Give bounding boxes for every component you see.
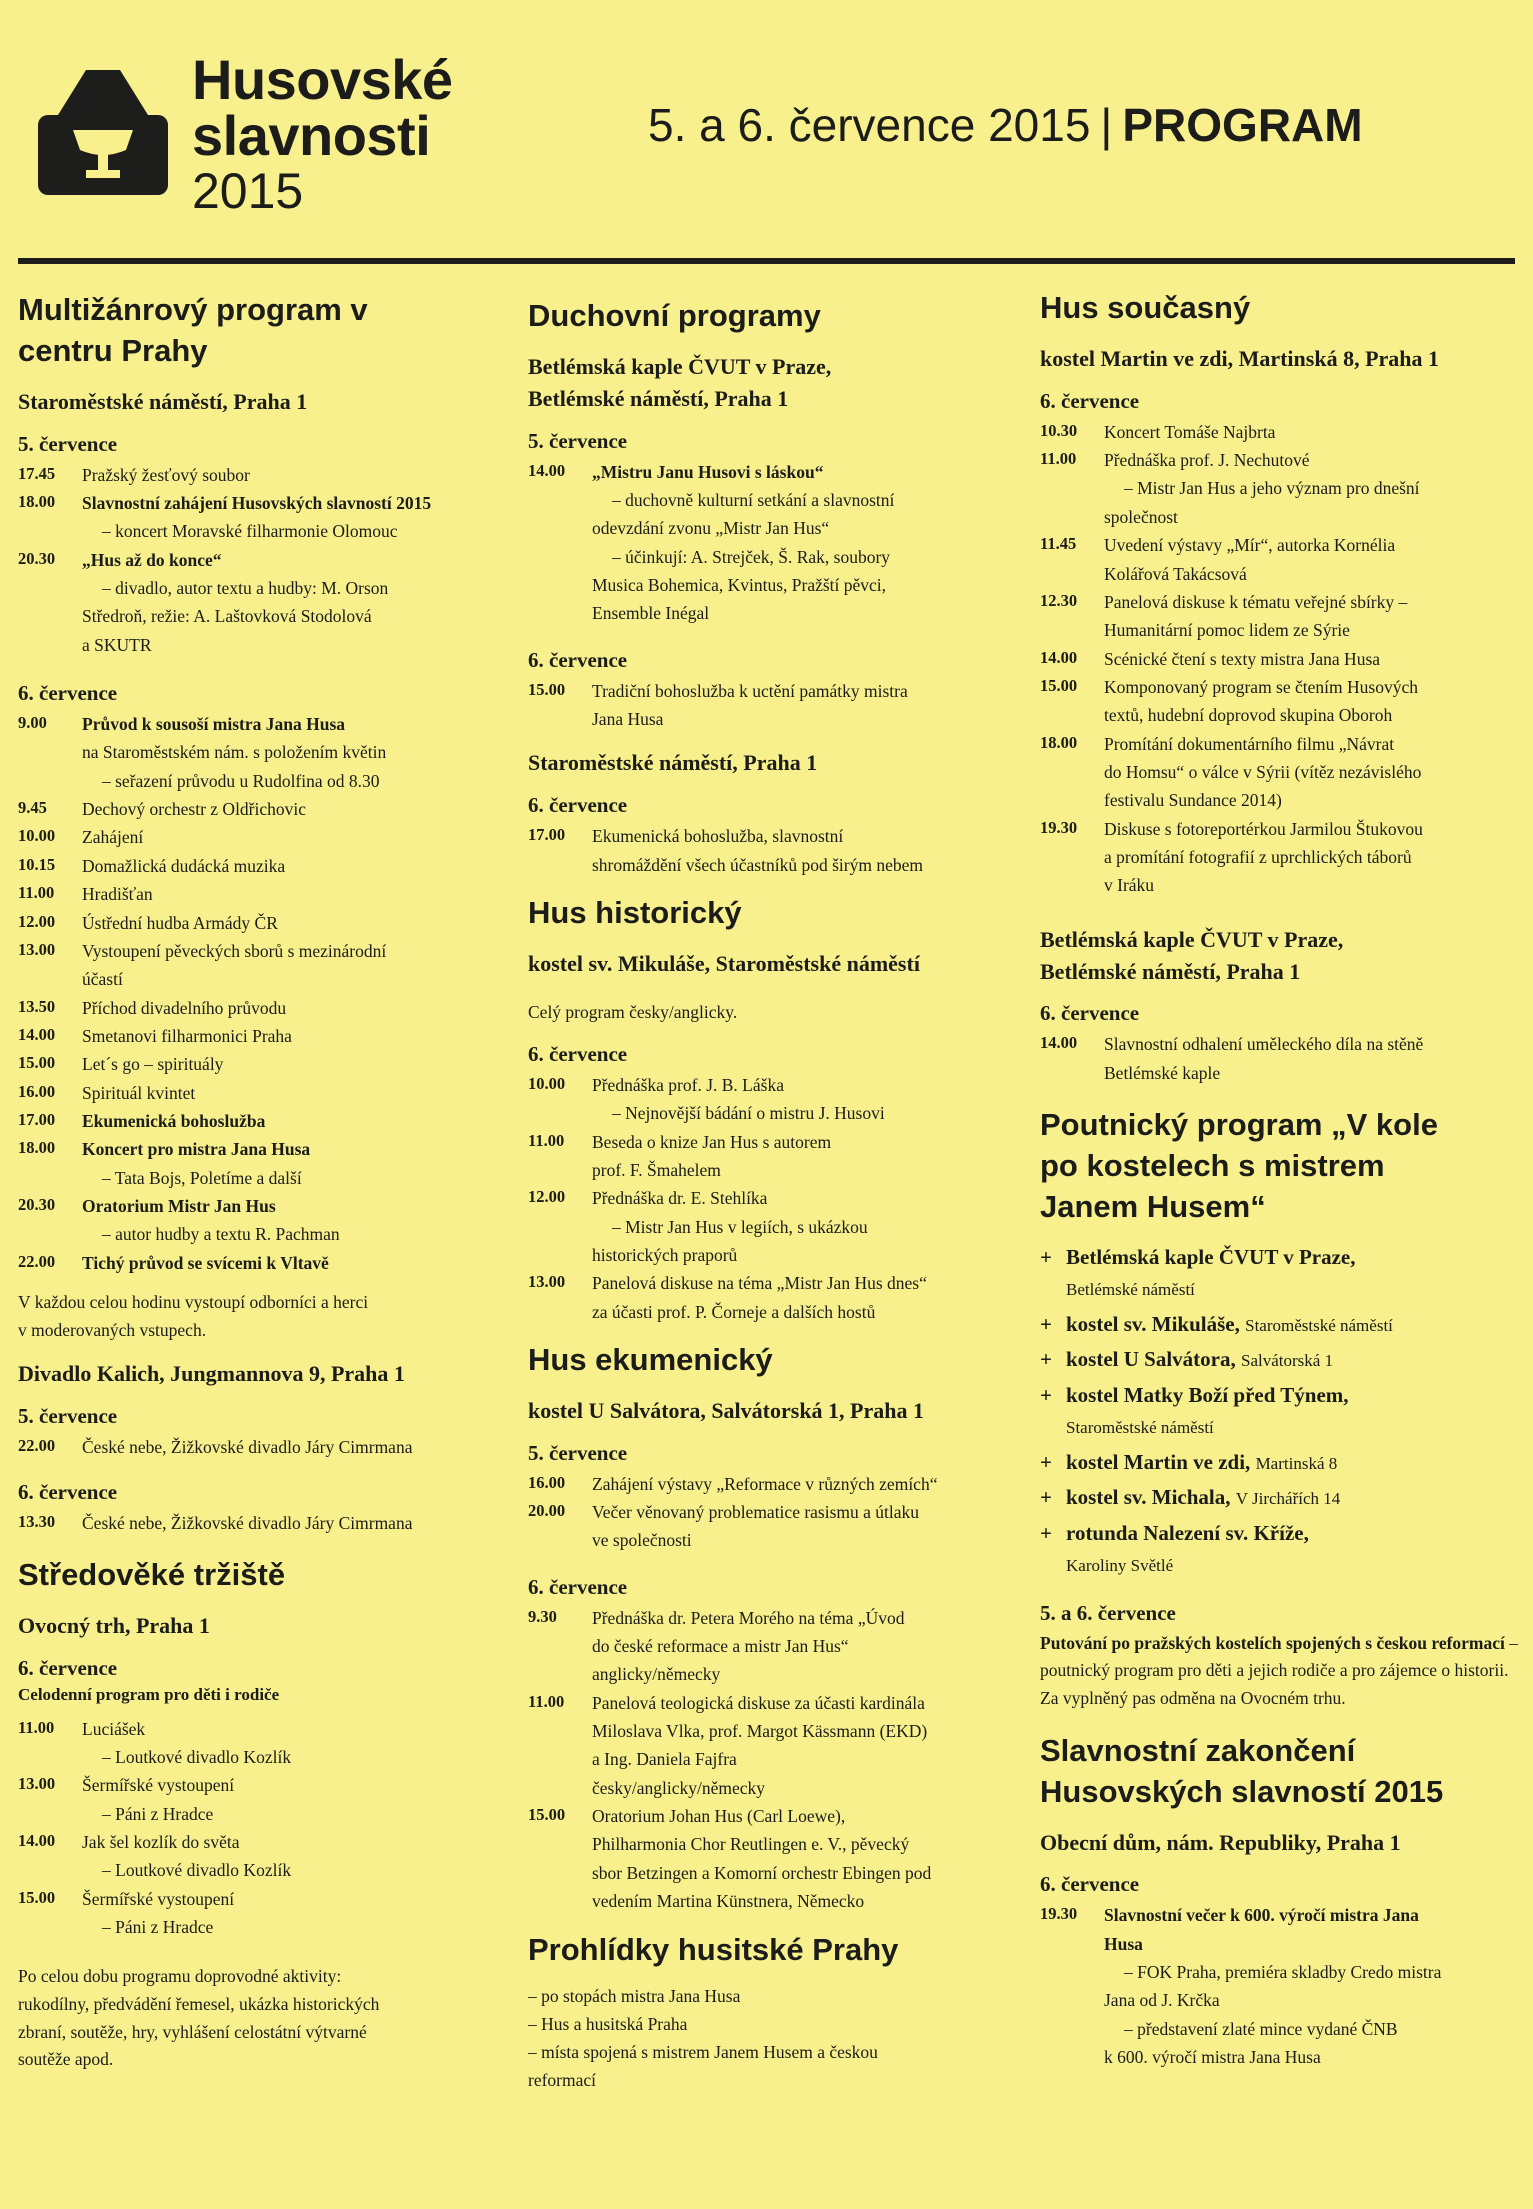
event-detail: česky/anglicky/německy (592, 1777, 765, 1798)
event: Dechový orchestr z Oldřichovic (82, 799, 307, 820)
schedule-row (528, 458, 1018, 628)
venue-ovocny-trh: Ovocný trh, Praha 1 (18, 1612, 210, 1638)
church-address: Staroměstské náměstí (1245, 1315, 1393, 1335)
event: Panelová teologická diskuse za účasti kardinála (592, 1692, 925, 1713)
event-detail: – Loutkové divadlo Kozlík (102, 1860, 292, 1881)
column-1 (18, 290, 508, 2080)
time: 15.00 (18, 1887, 56, 1907)
church-address: Staroměstské náměstí (1066, 1418, 1214, 1438)
schedule-row (18, 795, 508, 823)
schedule-row (18, 1771, 508, 1828)
note-line: zbraní, soutěže, hry, vyhlášení celostátní výtvarné (18, 2021, 367, 2042)
event: Ústřední hudba Armády ČR (82, 912, 278, 933)
day-heading: 5. července (18, 431, 118, 456)
schedule-row (18, 1828, 508, 1885)
column-2 (528, 296, 1018, 2094)
schedule-row (18, 710, 508, 795)
time: 18.00 (1040, 732, 1078, 752)
title-line: Slavnostní zakončení (1040, 1732, 1356, 1768)
time: 14.00 (528, 460, 566, 480)
schedule-row (18, 1433, 508, 1461)
day-heading: 5. července (528, 1440, 628, 1465)
event: Koncert pro mistra Jana Husa (82, 1139, 311, 1160)
event: Vystoupení pěveckých sborů s mezinárodní (82, 940, 387, 961)
event: Slavnostní večer k 600. výročí mistra Jana (1104, 1905, 1419, 1926)
time: 12.00 (18, 911, 56, 931)
tour-item: reformací (528, 2070, 597, 2091)
day-heading: 6. července (18, 681, 118, 706)
church-address: V Jirchářích 14 (1235, 1489, 1341, 1509)
time: 10.15 (18, 854, 56, 874)
time: 11.00 (1040, 449, 1077, 469)
time: 13.00 (18, 939, 56, 959)
venue-sv-mikulase: kostel sv. Mikuláše, Staroměstské náměstí (528, 950, 920, 976)
section-title-hus-ekumenicky: Hus ekumenický (528, 1341, 773, 1377)
event: Scénické čtení s texty mistra Jana Husa (1104, 648, 1381, 669)
time: 15.00 (528, 1805, 566, 1825)
title-line: Husovských slavností 2015 (1040, 1773, 1444, 1809)
event: Šermířské vystoupení (82, 1775, 235, 1796)
event-detail: – Mistr Jan Hus v legiích, s ukázkou (612, 1216, 868, 1237)
headline-dates: 5. a 6. července 2015 (648, 99, 1091, 151)
event: Večer věnovaný problematice rasismu a útlaku (592, 1502, 920, 1523)
title-line: po kostelech s mistrem (1040, 1148, 1385, 1184)
schedule-list (528, 1604, 1018, 1916)
venue-line: Betlémská kaple ČVUT v Praze, (528, 353, 832, 379)
event: Panelová diskuse na téma „Mistr Jan Hus dnes“ (592, 1273, 927, 1294)
note-activities (18, 1963, 508, 2074)
headline-program: PROGRAM (1122, 99, 1363, 151)
event: Pražský žesťový soubor (82, 464, 250, 485)
event-detail: sbor Betzingen a Komorní orchestr Ebingen pod (592, 1862, 932, 1883)
time: 15.00 (1040, 675, 1078, 695)
event: České nebe, Žižkovské divadlo Járy Cimrmana (82, 1512, 413, 1533)
church-name: kostel Matky Boží před Týnem, (1066, 1382, 1349, 1407)
section-title-prohlidky: Prohlídky husitské Prahy (528, 1931, 899, 1967)
day-heading: 6. července (528, 1574, 628, 1599)
event-detail: – seřazení průvodu u Rudolfina od 8.30 (102, 770, 380, 791)
time: 16.00 (528, 1472, 566, 1492)
schedule-row (528, 1802, 1018, 1915)
event-detail: anglicky/německy (592, 1664, 721, 1685)
event: Diskuse s fotoreportérkou Jarmilou Štukovou (1104, 818, 1423, 839)
event-detail: – Páni z Hradce (102, 1803, 214, 1824)
plus-bullet-icon: + (1040, 1311, 1052, 1336)
venue-betlemska-kaple (1040, 924, 1518, 988)
church-list (1040, 1242, 1518, 1581)
schedule-row (18, 1885, 508, 1942)
plus-bullet-icon: + (1040, 1485, 1052, 1510)
venue-line: Betlémská kaple ČVUT v Praze, (1040, 926, 1344, 952)
section-title-poutnicky (1040, 1105, 1518, 1228)
schedule-list (18, 1715, 508, 1942)
event-detail: – autor hudby a textu R. Pachman (102, 1224, 340, 1245)
church-item (1040, 1380, 1518, 1443)
event-detail: historických praporů (592, 1244, 738, 1265)
schedule-row (1040, 815, 1518, 900)
schedule-row (18, 1107, 508, 1135)
day-heading: 5. července (18, 1404, 118, 1429)
event: Let´s go – spirituály (82, 1054, 224, 1075)
event-detail: – Mistr Jan Hus a jeho význam pro dnešní (1124, 478, 1420, 499)
event-detail: Jana Husa (592, 709, 664, 730)
schedule-row (18, 880, 508, 908)
event-detail: do Homsu“ o válce v Sýrii (vítěz nezávislého (1104, 761, 1422, 782)
event: Smetanovi filharmonici Praha (82, 1025, 292, 1046)
event: Průvod k sousoší mistra Jana Husa (82, 714, 346, 735)
time: 20.30 (18, 1194, 56, 1214)
schedule-row (1040, 588, 1518, 645)
tour-item: – místa spojená s mistrem Janem Husem a českou (528, 2042, 878, 2063)
event: Oratorium Johan Hus (Carl Loewe), (592, 1806, 846, 1827)
schedule-list (18, 461, 508, 659)
column-3 (1040, 288, 1518, 2072)
schedule-row (1040, 1030, 1518, 1087)
church-item (1040, 1482, 1518, 1514)
time: 20.30 (18, 548, 56, 568)
schedule-list (528, 1470, 1018, 1555)
event: Šermířské vystoupení (82, 1888, 235, 1909)
day-heading: 6. července (18, 1655, 118, 1680)
schedule-row (528, 1689, 1018, 1802)
schedule-row (1040, 1901, 1518, 2071)
time: 17.45 (18, 463, 56, 483)
note-line: v moderovaných vstupech. (18, 1319, 207, 1340)
note-line: V každou celou hodinu vystoupí odborníci a herci (18, 1291, 369, 1312)
event-detail: ve společnosti (592, 1530, 692, 1551)
hus-chalice-logo-icon (28, 60, 178, 210)
tour-item: – Hus a husitská Praha (528, 2014, 688, 2035)
venue-martin-ve-zdi: kostel Martin ve zdi, Martinská 8, Praha 1 (1040, 345, 1440, 371)
event: Husa (1104, 1933, 1143, 1954)
event: Zahájení (82, 827, 144, 848)
time: 13.50 (18, 996, 56, 1016)
brand-year: 2015 (192, 163, 304, 219)
event-detail: vedením Martina Künstnera, Německo (592, 1891, 865, 1912)
church-name: kostel Martin ve zdi, (1066, 1449, 1251, 1474)
schedule-row (18, 1079, 508, 1107)
time: 14.00 (1040, 647, 1078, 667)
event: Přednáška dr. Petera Morého na téma „Úvod (592, 1607, 905, 1628)
schedule-row (18, 489, 508, 546)
church-address: Karoliny Světlé (1066, 1556, 1174, 1576)
event: Panelová diskuse k tématu veřejné sbírky – (1104, 591, 1408, 612)
time: 9.00 (18, 713, 47, 733)
event: Oratorium Mistr Jan Hus (82, 1195, 276, 1216)
time: 19.30 (1040, 1904, 1078, 1924)
plus-bullet-icon: + (1040, 1347, 1052, 1372)
time: 9.30 (528, 1606, 557, 1626)
section-title-hus-historicky: Hus historický (528, 895, 742, 931)
event: „Hus až do konce“ (82, 549, 222, 570)
event-detail: Kolářová Takácsová (1104, 563, 1247, 584)
day-heading: 6. července (1040, 1872, 1140, 1897)
brand-line-2: slavnosti (192, 104, 431, 167)
event-detail: Philharmonia Chor Reutlingen e. V., pěvecký (592, 1834, 910, 1855)
day-heading: 6. července (18, 1479, 118, 1504)
time: 22.00 (18, 1436, 56, 1456)
event-detail: Miloslava Vlka, prof. Margot Kässmann (EKD) (592, 1721, 928, 1742)
day-heading: 5. července (528, 428, 628, 453)
time: 11.00 (528, 1130, 565, 1150)
day-heading: 6. července (528, 647, 628, 672)
event-detail: účastí (82, 969, 123, 990)
brand-line-1: Husovské (192, 48, 453, 111)
event: Slavnostní zahájení Husovských slavností 2015 (82, 493, 432, 514)
church-item (1040, 1242, 1518, 1305)
event-detail: – účinkují: A. Strejček, Š. Rak, soubory (612, 546, 891, 567)
venue-betlemska-kaple (528, 351, 1018, 415)
plus-bullet-icon: + (1040, 1449, 1052, 1474)
event: České nebe, Žižkovské divadlo Járy Cimrmana (82, 1437, 413, 1458)
time: 11.45 (1040, 534, 1077, 554)
event: Slavnostní odhalení uměleckého díla na stěně (1104, 1034, 1424, 1055)
time: 12.00 (528, 1187, 566, 1207)
header (0, 0, 1533, 262)
venue-line: Betlémské náměstí, Praha 1 (1040, 958, 1301, 984)
time: 10.30 (1040, 420, 1078, 440)
schedule-row (18, 1509, 508, 1537)
venue-staromestske: Staroměstské náměstí, Praha 1 (528, 750, 818, 776)
time: 17.00 (18, 1109, 56, 1129)
event: Luciášek (82, 1718, 146, 1739)
time: 14.00 (1040, 1033, 1078, 1053)
time: 19.30 (1040, 817, 1078, 837)
schedule-row (18, 852, 508, 880)
event-detail: prof. F. Šmahelem (592, 1159, 721, 1180)
venue-u-salvatora: kostel U Salvátora, Salvátorská 1, Praha 1 (528, 1397, 924, 1423)
headline-separator: | (1100, 99, 1113, 151)
schedule-row (18, 1022, 508, 1050)
venue-staromestske: Staroměstské náměstí, Praha 1 (18, 388, 308, 414)
schedule-row (18, 461, 508, 489)
schedule-row (18, 546, 508, 659)
event-detail: – Nejnovější bádání o mistru J. Husovi (612, 1103, 885, 1124)
event: Ekumenická bohoslužba, slavnostní (592, 826, 844, 847)
event: Domažlická dudácká muzika (82, 855, 286, 876)
section-title-trziste: Středověké tržiště (18, 1556, 286, 1592)
time: 11.00 (18, 1717, 55, 1737)
event-detail: textů, hudební doprovod skupina Oboroh (1104, 705, 1393, 726)
event-detail: a Ing. Daniela Fajfra (592, 1749, 737, 1770)
event: „Mistru Janu Husovi s láskou“ (592, 461, 824, 482)
note-line: soutěže apod. (18, 2049, 114, 2070)
schedule-row (18, 1192, 508, 1249)
event: Ekumenická bohoslužba (82, 1110, 266, 1131)
time: 18.00 (18, 492, 56, 512)
time: 13.00 (528, 1272, 566, 1292)
time: 10.00 (18, 826, 56, 846)
schedule-row (18, 909, 508, 937)
note-line: Po celou dobu programu doprovodné aktivity: (18, 1966, 342, 1987)
schedule-row (1040, 673, 1518, 730)
event-detail: – Tata Bojs, Poletíme a další (102, 1167, 302, 1188)
note-hourly (18, 1289, 508, 1344)
brand-title (192, 48, 453, 219)
schedule-list (1040, 418, 1518, 900)
event: Uvedení výstavy „Mír“, autorka Kornélia (1104, 535, 1396, 556)
event: Promítání dokumentárního filmu „Návrat (1104, 733, 1395, 754)
time: 15.00 (18, 1053, 56, 1073)
section-title-zakonceni (1040, 1731, 1518, 1813)
schedule-row (528, 1071, 1018, 1128)
event: Spirituál kvintet (82, 1082, 196, 1103)
church-item (1040, 1344, 1518, 1376)
time: 17.00 (528, 825, 566, 845)
schedule-row (528, 1128, 1018, 1185)
time: 11.00 (528, 1691, 565, 1711)
time: 12.30 (1040, 590, 1078, 610)
venue-line: Betlémské náměstí, Praha 1 (528, 385, 789, 411)
time: 11.00 (18, 883, 55, 903)
schedule-row (528, 1269, 1018, 1326)
note-text: – poutnický program pro děti a jejich rodiče a pro zájemce o historii. Za vyplněný pas odměna na Ovocném trhu. (1040, 1632, 1519, 1709)
event-detail: Betlémské kaple (1104, 1062, 1221, 1083)
time: 16.00 (18, 1081, 56, 1101)
schedule-row (18, 1249, 508, 1277)
event-detail: Středroň, režie: A. Laštovková Stodolová (82, 606, 372, 627)
day-heading: 6. července (1040, 1001, 1140, 1026)
schedule-list (528, 1071, 1018, 1326)
plus-bullet-icon: + (1040, 1520, 1052, 1545)
time: 18.00 (18, 1138, 56, 1158)
event-detail: – FOK Praha, premiéra skladby Credo mistra (1124, 1962, 1442, 1983)
event: Přednáška prof. J. Nechutové (1104, 450, 1310, 471)
event: Přednáška prof. J. B. Láška (592, 1074, 784, 1095)
tours-list (528, 1982, 1018, 2094)
schedule-row (18, 1715, 508, 1772)
section-title-multizanrovy: Multižánrový program v centru Prahy (18, 292, 368, 368)
schedule-row (528, 1470, 1018, 1498)
schedule-row (528, 822, 1018, 879)
schedule-row (528, 677, 1018, 734)
event-detail: Jana od J. Krčka (1104, 1990, 1220, 2011)
schedule-row (528, 1498, 1018, 1555)
event-detail: odevzdání zvonu „Mistr Jan Hus“ (592, 518, 830, 539)
event-detail: – duchovně kulturní setkání a slavnostní (612, 490, 895, 511)
note-line: rukodílny, předvádění řemesel, ukázka historických (18, 1994, 380, 2015)
church-address: Salvátorská 1 (1241, 1351, 1334, 1371)
event: Přednáška dr. E. Stehlíka (592, 1188, 768, 1209)
schedule-row (18, 823, 508, 851)
event-detail: festivalu Sundance 2014) (1104, 790, 1282, 811)
time: 14.00 (18, 1831, 56, 1851)
event-detail: – divadlo, autor textu a hudby: M. Orson (102, 578, 389, 599)
plus-bullet-icon: + (1040, 1244, 1052, 1269)
section-title-duchovni: Duchovní programy (528, 298, 821, 333)
event-detail: – Loutkové divadlo Kozlík (102, 1746, 292, 1767)
event-detail: v Iráku (1104, 875, 1155, 896)
event-detail: – koncert Moravské filharmonie Olomouc (102, 521, 398, 542)
day-heading: 6. července (1040, 388, 1140, 413)
header-divider (18, 258, 1515, 264)
schedule-row (528, 1604, 1018, 1689)
section-title-hus-soucasny: Hus současný (1040, 290, 1251, 325)
church-item (1040, 1447, 1518, 1479)
pilgrimage-note (1040, 1630, 1518, 1713)
event-detail: Musica Bohemica, Kvintus, Pražští pěvci, (592, 575, 887, 596)
church-item (1040, 1518, 1518, 1581)
event-detail: do české reformace a mistr Jan Hus“ (592, 1636, 849, 1657)
event: Komponovaný program se čtením Husových (1104, 676, 1418, 697)
event-detail: společnost (1104, 506, 1178, 527)
time: 9.45 (18, 798, 47, 818)
church-address: Betlémské náměstí (1066, 1280, 1195, 1300)
event-detail: Humanitární pomoc lidem ze Sýrie (1104, 620, 1350, 641)
schedule-row (18, 1050, 508, 1078)
venue-obecni-dum: Obecní dům, nám. Republiky, Praha 1 (1040, 1829, 1401, 1855)
event-detail: k 600. výročí mistra Jana Husa (1104, 2047, 1321, 2068)
event-detail: – představení zlaté mince vydané ČNB (1124, 2018, 1398, 2039)
event-detail: a SKUTR (82, 634, 152, 655)
subtitle: Celodenní program pro děti i rodiče (18, 1684, 280, 1704)
schedule-row (1040, 531, 1518, 588)
time: 13.00 (18, 1774, 56, 1794)
schedule-row (1040, 418, 1518, 446)
title-line: Janem Husem“ (1040, 1188, 1266, 1224)
day-heading: 6. července (528, 793, 628, 818)
schedule-row (18, 994, 508, 1022)
venue-kalich: Divadlo Kalich, Jungmannova 9, Praha 1 (18, 1361, 405, 1387)
event: Zahájení výstavy „Reformace v různých zemích“ (592, 1473, 938, 1494)
time: 13.30 (18, 1511, 56, 1531)
schedule-row (1040, 446, 1518, 531)
church-name: Betlémská kaple ČVUT v Praze, (1066, 1244, 1356, 1269)
event: Koncert Tomáše Najbrta (1104, 421, 1276, 442)
note-bold: Putování po pražských kostelích spojených s českou reformací (1040, 1632, 1505, 1653)
event-detail: shromáždění všech účastníků pod širým nebem (592, 854, 923, 875)
event: Hradišťan (82, 884, 153, 905)
schedule-row (18, 1135, 508, 1192)
event-detail: Ensemble Inégal (592, 603, 710, 624)
event-detail: a promítání fotografií z uprchlických táborů (1104, 846, 1412, 867)
church-name: kostel U Salvátora, (1066, 1347, 1236, 1372)
event: Tradiční bohoslužba k uctění památky mistra (592, 680, 908, 701)
event: Příchod divadelního průvodu (82, 997, 287, 1018)
church-name: kostel sv. Michala, (1066, 1485, 1231, 1510)
church-item (1040, 1309, 1518, 1341)
tour-item: – po stopách mistra Jana Husa (528, 1986, 741, 2007)
time: 20.00 (528, 1501, 566, 1521)
day-heading: 5. a 6. července (1040, 1600, 1176, 1625)
event: Beseda o knize Jan Hus s autorem (592, 1131, 832, 1152)
church-address: Martinská 8 (1255, 1453, 1338, 1473)
schedule-row (1040, 645, 1518, 673)
church-name: rotunda Nalezení sv. Kříže, (1066, 1520, 1309, 1545)
language-note: Celý program česky/anglicky. (528, 1001, 738, 1022)
schedule-row (18, 937, 508, 994)
event: Tichý průvod se svícemi k Vltavě (82, 1252, 329, 1273)
time: 10.00 (528, 1073, 566, 1093)
schedule-row (528, 1184, 1018, 1269)
event-detail: za účasti prof. P. Čorneje a dalších hostů (592, 1301, 876, 1322)
event-detail: na Staroměstském nám. s položením květin (82, 742, 387, 763)
time: 22.00 (18, 1251, 56, 1271)
event: Jak šel kozlík do světa (82, 1832, 240, 1853)
church-name: kostel sv. Mikuláše, (1066, 1311, 1240, 1336)
headline (648, 98, 1363, 152)
schedule-row (1040, 730, 1518, 815)
schedule-list (18, 710, 508, 1277)
event-detail: – Páni z Hradce (102, 1917, 214, 1938)
time: 14.00 (18, 1024, 56, 1044)
time: 15.00 (528, 679, 566, 699)
plus-bullet-icon: + (1040, 1382, 1052, 1407)
title-line: Poutnický program „V kole (1040, 1107, 1438, 1143)
day-heading: 6. července (528, 1041, 628, 1066)
